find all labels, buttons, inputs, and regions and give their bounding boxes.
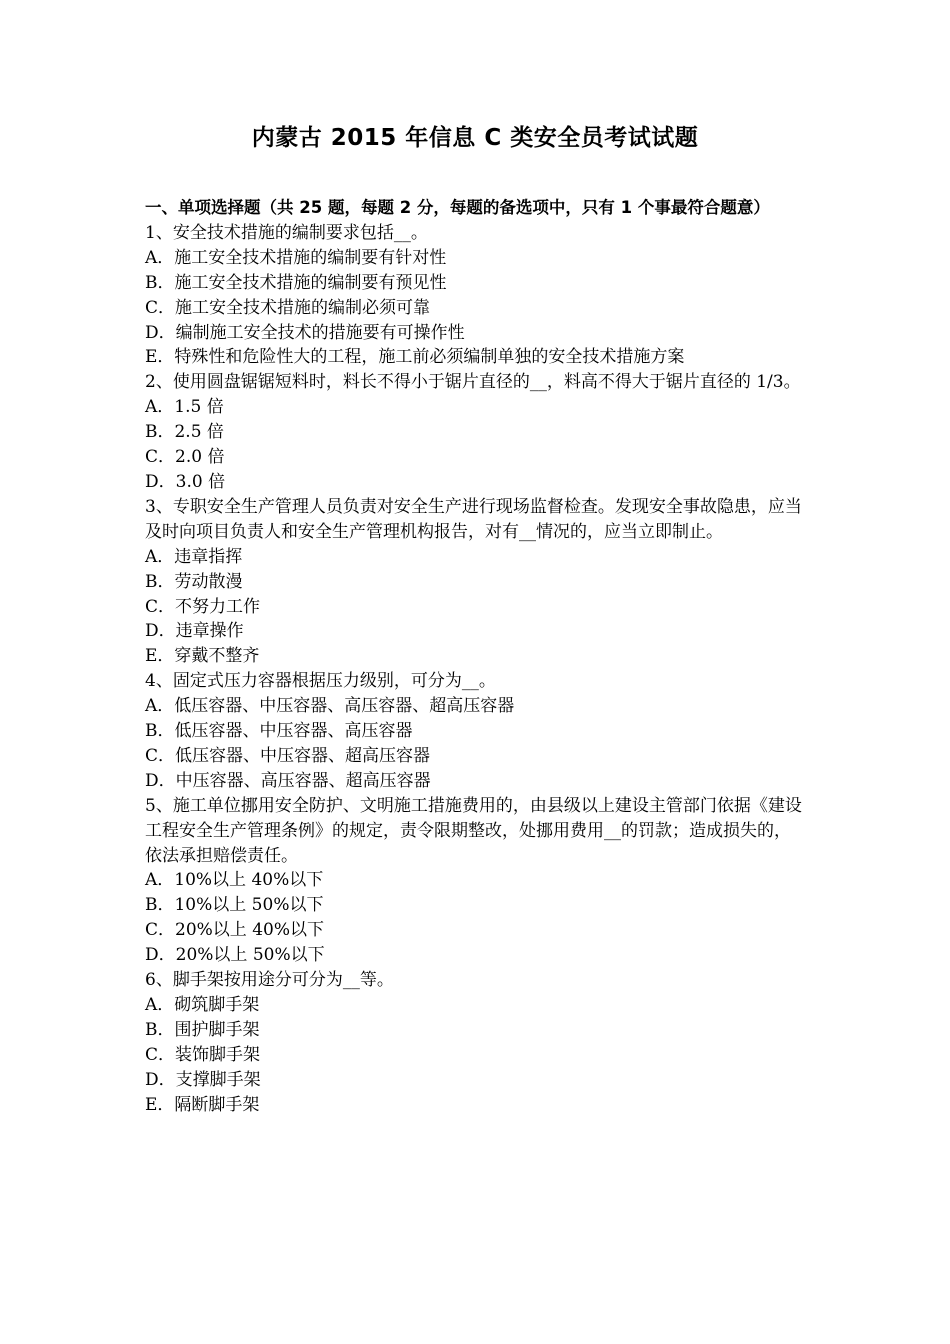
question-3 xyxy=(145,495,807,669)
question-option: B．2.5 倍 xyxy=(145,422,224,443)
question-stem: 1、安全技术措施的编制要求包括__。 xyxy=(145,222,428,243)
question-option: A．违章指挥 xyxy=(145,546,243,567)
question-option: A．施工安全技术措施的编制要有针对性 xyxy=(145,247,447,268)
question-option: C．2.0 倍 xyxy=(145,447,225,468)
question-option: C．低压容器、中压容器、超高压容器 xyxy=(145,745,431,766)
question-stem: 4、固定式压力容器根据压力级别，可分为__。 xyxy=(145,671,496,692)
question-stem: 6、脚手架按用途分可分为__等。 xyxy=(145,970,394,991)
question-option: B．10%以上 50%以下 xyxy=(145,895,324,916)
section-heading: 一、单项选择题（共 25 题，每题 2 分，每题的备选项中，只有 1 个事最符合题意） xyxy=(145,198,770,217)
document-title: 内蒙古 2015 年信息 C 类安全员考试试题 xyxy=(251,125,699,151)
question-option: D．中压容器、高压容器、超高压容器 xyxy=(145,770,431,791)
question-option: A．砌筑脚手架 xyxy=(145,995,260,1015)
question-option: B．劳动散漫 xyxy=(145,571,243,592)
question-option: D．编制施工安全技术的措施要有可操作性 xyxy=(145,322,465,343)
question-option: D．违章操作 xyxy=(145,621,244,642)
question-5 xyxy=(145,794,807,968)
question-stem: 2、使用圆盘锯锯短料时，料长不得小于锯片直径的__，料高不得大于锯片直径的 1/3。 xyxy=(145,372,801,393)
question-option: C．施工安全技术措施的编制必须可靠 xyxy=(145,297,431,318)
question-option: D．20%以上 50%以下 xyxy=(145,945,325,966)
question-2 xyxy=(145,370,807,495)
question-option: C．装饰脚手架 xyxy=(145,1044,261,1065)
question-option: B．围护脚手架 xyxy=(145,1019,260,1040)
question-option: E．隔断脚手架 xyxy=(145,1094,260,1115)
question-1 xyxy=(145,221,807,370)
document-body xyxy=(145,196,807,1118)
question-stem: 3、专职安全生产管理人员负责对安全生产进行现场监督检查。发现安全事故隐患，应当及时向项目负责人和安全生产管理机构报告，对有__情况的，应当立即制止。 xyxy=(145,496,802,542)
question-stem: 5、施工单位挪用安全防护、文明施工措施费用的，由县级以上建设主管部门依据《建设工程安全生产管理条例》的规定，责令限期整改，处挪用费用__的罚款；造成损失的，依法承担赔偿责任。 xyxy=(145,795,802,866)
question-option: A．10%以上 40%以下 xyxy=(145,870,324,891)
question-4 xyxy=(145,669,807,794)
question-option: D．3.0 倍 xyxy=(145,471,226,492)
question-option: D．支撑脚手架 xyxy=(145,1069,261,1090)
question-option: A．低压容器、中压容器、高压容器、超高压容器 xyxy=(145,696,515,717)
question-option: C．20%以上 40%以下 xyxy=(145,920,324,941)
question-option: B．低压容器、中压容器、高压容器 xyxy=(145,721,413,742)
question-option: B．施工安全技术措施的编制要有预见性 xyxy=(145,272,447,293)
question-option: E．穿戴不整齐 xyxy=(145,646,260,667)
question-option: C．不努力工作 xyxy=(145,596,261,617)
question-6 xyxy=(145,968,807,1117)
question-option: A．1.5 倍 xyxy=(145,397,224,418)
question-option: E．特殊性和危险性大的工程，施工前必须编制单独的安全技术措施方案 xyxy=(145,347,685,368)
